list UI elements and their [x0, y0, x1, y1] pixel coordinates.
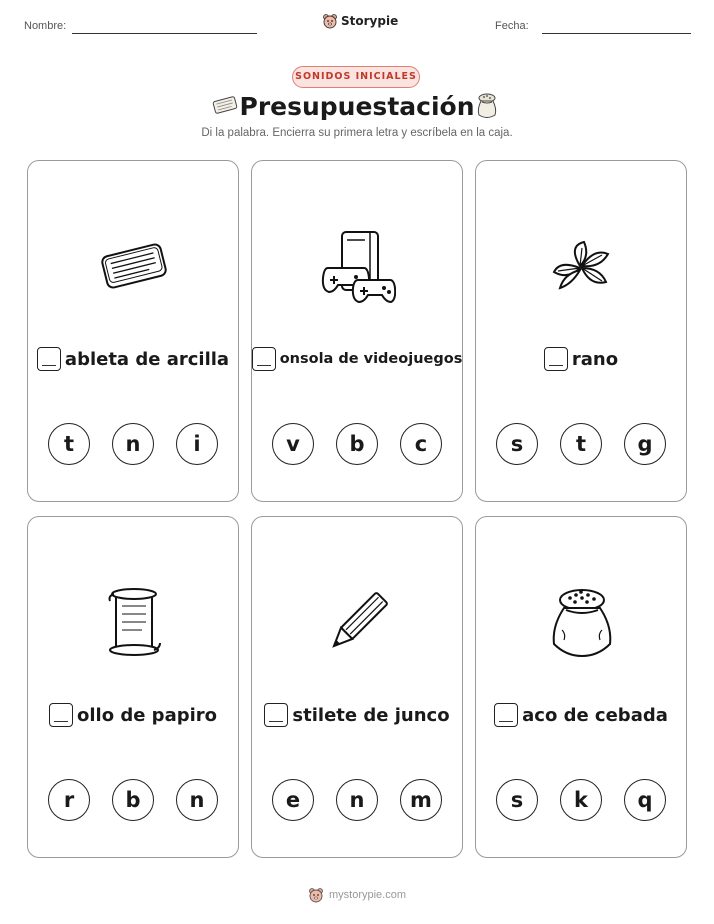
logo [322, 13, 398, 29]
word-row [476, 703, 686, 727]
answer-box[interactable] [37, 347, 61, 371]
word-row [252, 347, 462, 371]
letter-option[interactable]: i [176, 423, 218, 465]
letter-option[interactable]: b [336, 423, 378, 465]
word-card [251, 516, 463, 858]
letter-option[interactable]: m [400, 779, 442, 821]
word-text: ableta de arcilla [64, 348, 230, 370]
game-console-icon [308, 221, 408, 311]
category-badge: SONIDOS INICIALES [292, 66, 420, 88]
letter-option[interactable]: e [272, 779, 314, 821]
word-text: stilete de junco [292, 704, 450, 726]
word-row [28, 347, 238, 371]
letter-option[interactable]: t [560, 423, 602, 465]
footer [0, 887, 714, 903]
bear-logo-icon [308, 887, 324, 903]
letter-option[interactable]: k [560, 779, 602, 821]
letter-option[interactable]: v [272, 423, 314, 465]
letter-options [476, 423, 686, 465]
page-title: Presupuestación [239, 92, 475, 121]
clay-tablet-icon [84, 221, 184, 311]
word-card [475, 516, 687, 858]
barley-sack-icon [532, 577, 632, 667]
grain-icon [532, 221, 632, 311]
letter-option[interactable]: q [624, 779, 666, 821]
letter-option[interactable]: n [336, 779, 378, 821]
word-card [475, 160, 687, 502]
logo-text: Storypie [341, 14, 399, 28]
letter-option[interactable]: b [112, 779, 154, 821]
letter-option[interactable]: c [400, 423, 442, 465]
answer-box[interactable] [252, 347, 276, 371]
letter-option[interactable]: s [496, 423, 538, 465]
name-label: Nombre: [24, 20, 67, 32]
word-row [28, 703, 238, 727]
word-text: onsola de videojuegos [279, 351, 463, 367]
letter-option[interactable]: s [496, 779, 538, 821]
letter-option[interactable]: t [48, 423, 90, 465]
answer-box[interactable] [494, 703, 518, 727]
answer-box[interactable] [264, 703, 288, 727]
letter-options [252, 423, 462, 465]
letter-option[interactable]: g [624, 423, 666, 465]
word-card [27, 160, 239, 502]
date-label: Fecha: [495, 20, 529, 32]
instructions: Di la palabra. Encierra su primera letra y escríbela en la caja. [201, 127, 513, 139]
word-text: aco de cebada [522, 704, 668, 726]
papyrus-scroll-icon [84, 577, 184, 667]
letter-options [28, 779, 238, 821]
footer-url[interactable]: mystorypie.com [328, 889, 407, 901]
word-card [251, 160, 463, 502]
date-line[interactable] [542, 33, 691, 34]
letter-option[interactable]: n [112, 423, 154, 465]
letter-options [476, 779, 686, 821]
letter-options [252, 779, 462, 821]
word-text: rano [571, 348, 619, 370]
letter-options [28, 423, 238, 465]
word-text: ollo de papiro [76, 704, 218, 726]
answer-box[interactable] [49, 703, 73, 727]
answer-box[interactable] [544, 347, 568, 371]
sack-small-icon [472, 91, 502, 121]
reed-stylus-icon [308, 577, 408, 667]
word-row [476, 347, 686, 371]
letter-option[interactable]: n [176, 779, 218, 821]
word-row [252, 703, 462, 727]
bear-logo-icon [322, 13, 338, 29]
name-line[interactable] [72, 33, 257, 34]
letter-option[interactable]: r [48, 779, 90, 821]
word-card [27, 516, 239, 858]
